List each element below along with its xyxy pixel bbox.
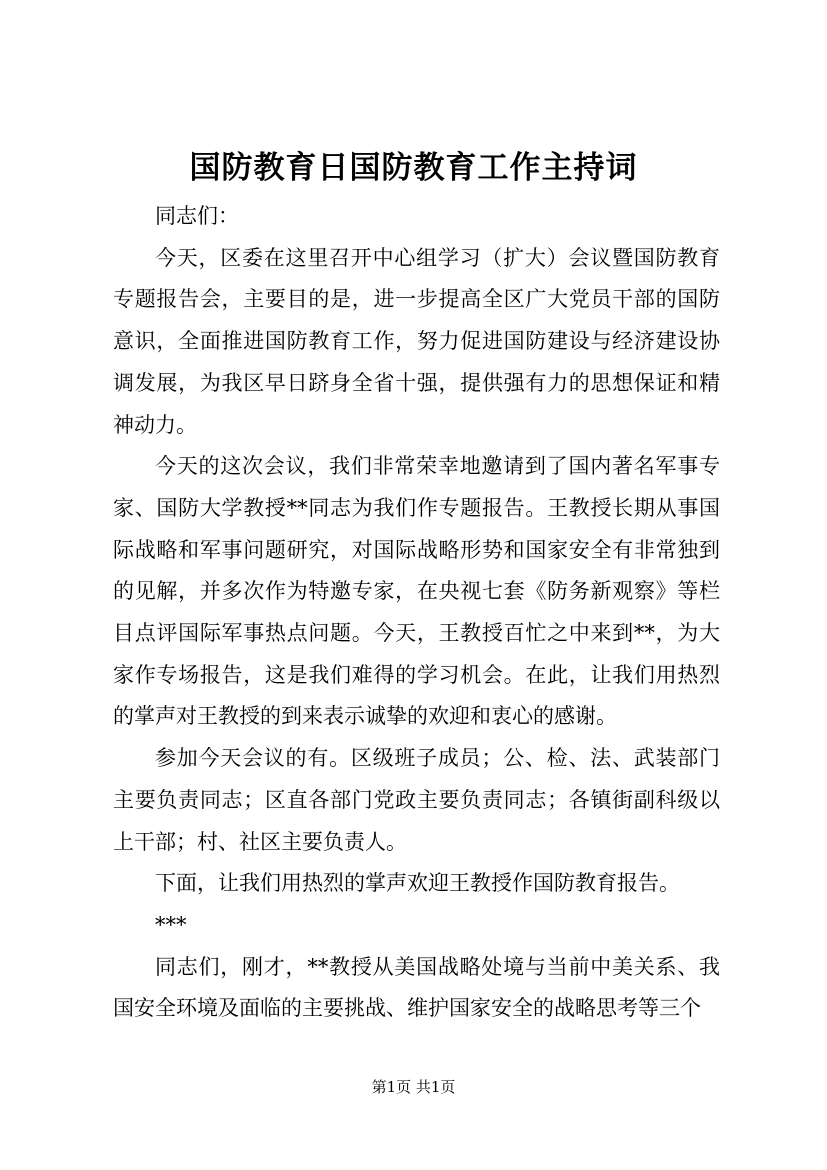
paragraph-welcome: 下面，让我们用热烈的掌声欢迎王教授作国防教育报告。 xyxy=(155,871,680,896)
document-body xyxy=(113,196,720,1030)
paragraph-speaker-intro: 今天的这次会议，我们非常荣幸地邀请到了国内著名军事专家、国防大学教授**同志为我们作专题报告。王教授长期从事国际战略和军事问题研究，对国际战略形势和国家安全有非常独到的见解，并多次作为特邀专家，在央视七套《防务新观察》等栏目点评国际军事热点问题。今天，王教授百忙之中来到**，为大家作专场报告，这是我们难得的学习机会。在此，让我们用热烈的掌声对王教授的到来表示诚挚的欢迎和衷心的感谢。 xyxy=(113,454,720,729)
paragraph-purpose: 今天，区委在这里召开中心组学习（扩大）会议暨国防教育专题报告会，主要目的是，进一步提高全区广大党员干部的国防意识，全面推进国防教育工作，努力促进国防建设与经济建设协调发展，为我区早日跻身全省十强，提供强有力的思想保证和精神动力。 xyxy=(113,245,720,437)
paragraph-closing: 同志们，刚才，**教授从美国战略处境与当前中美关系、我国安全环境及面临的主要挑战、维护国家安全的战略思考等三个 xyxy=(113,954,720,1021)
paragraph-attendees: 参加今天会议的有。区级班子成员；公、检、法、武装部门主要负责同志；区直各部门党政主要负责同志；各镇街副科级以上干部；村、社区主要负责人。 xyxy=(113,746,720,854)
paragraph-separator: *** xyxy=(155,912,187,937)
page-number-footer: 第1页 共1页 xyxy=(371,1078,456,1096)
paragraph-salutation: 同志们： xyxy=(155,204,239,228)
document-title: 国防教育日国防教育工作主持词 xyxy=(189,150,638,186)
